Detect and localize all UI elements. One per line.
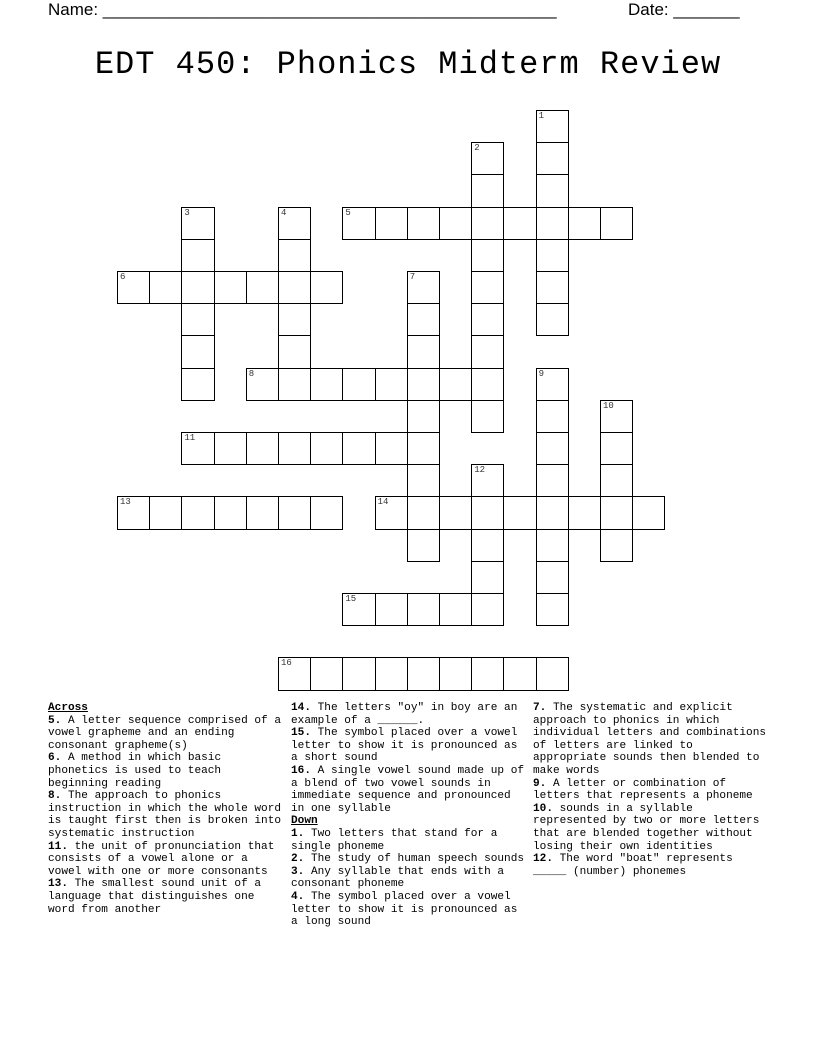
- crossword-cell[interactable]: [503, 496, 536, 529]
- crossword-cell[interactable]: [407, 593, 440, 626]
- crossword-cell[interactable]: [181, 368, 214, 401]
- crossword-cell[interactable]: [471, 657, 504, 690]
- clue-item-text: Two letters that stand for a single phoneme: [291, 827, 498, 853]
- clue-item-number: 4.: [291, 890, 305, 903]
- crossword-cell[interactable]: [536, 303, 569, 336]
- crossword-cell[interactable]: [536, 207, 569, 240]
- crossword-cell[interactable]: [503, 207, 536, 240]
- clue-item-text: The systematic and explicit approach to phonics in which individual letters and combinations of letters are linked to appropriate sounds then blended to make words: [533, 702, 767, 777]
- crossword-cell[interactable]: [181, 303, 214, 336]
- crossword-cell[interactable]: [375, 432, 408, 465]
- crossword-cell[interactable]: [181, 271, 214, 304]
- crossword-cell[interactable]: [471, 271, 504, 304]
- crossword-cell[interactable]: [181, 432, 214, 465]
- crossword-cell[interactable]: [214, 496, 247, 529]
- crossword-cell[interactable]: [181, 239, 214, 272]
- crossword-cell[interactable]: [214, 271, 247, 304]
- clue-item: [291, 727, 526, 765]
- clue-item-number: 9.: [533, 777, 547, 790]
- clue-item-text: A method in which basic phonetics is used to teach beginning reading: [48, 752, 222, 790]
- clue-item: [48, 790, 283, 840]
- clue-item: [291, 828, 526, 853]
- crossword-cell[interactable]: [536, 496, 569, 529]
- clue-item-text: A single vowel sound made up of a blend of two vowel sounds in immediate sequence and pronounced in one syllable: [291, 764, 525, 815]
- crossword-cell[interactable]: [407, 464, 440, 497]
- crossword-cell[interactable]: [375, 496, 408, 529]
- clue-item-number: 13.: [48, 878, 68, 891]
- clue-column-2: [291, 702, 526, 929]
- crossword-cell[interactable]: [471, 561, 504, 594]
- crossword-cell[interactable]: [407, 368, 440, 401]
- crossword-cell[interactable]: [536, 271, 569, 304]
- crossword-cell[interactable]: [439, 657, 472, 690]
- crossword-cell[interactable]: [278, 239, 311, 272]
- crossword-cell[interactable]: [278, 207, 311, 240]
- clue-item-number: 15.: [291, 727, 311, 740]
- crossword-cell[interactable]: [471, 335, 504, 368]
- crossword-cell[interactable]: [439, 593, 472, 626]
- crossword-cell[interactable]: [600, 432, 633, 465]
- clue-number: 3: [184, 207, 190, 218]
- page-title: EDT 450: Phonics Midterm Review: [94, 46, 722, 83]
- clue-item: [48, 752, 283, 790]
- crossword-cell[interactable]: [471, 207, 504, 240]
- crossword-cell[interactable]: [310, 271, 343, 304]
- clue-item-text: The smallest sound unit of a language that distinguishes one word from another: [48, 878, 262, 916]
- clue-item-number: 7.: [533, 702, 547, 714]
- crossword-cell[interactable]: [342, 593, 375, 626]
- crossword-cell[interactable]: [536, 400, 569, 433]
- clue-item-text: A letter sequence comprised of a vowel grapheme and an ending consonant grapheme(s): [48, 714, 282, 752]
- crossword-cell[interactable]: [407, 271, 440, 304]
- crossword-cell[interactable]: [278, 496, 311, 529]
- crossword-cell[interactable]: [278, 271, 311, 304]
- clue-number: 7: [409, 272, 416, 282]
- crossword-cell[interactable]: [342, 207, 375, 240]
- crossword-cell[interactable]: [471, 529, 504, 562]
- crossword-cell[interactable]: [471, 368, 504, 401]
- crossword-cell[interactable]: [471, 303, 504, 336]
- clue-number: 2: [474, 143, 480, 154]
- crossword-cell[interactable]: [471, 464, 504, 497]
- clue-item: [48, 878, 283, 916]
- clue-item: [291, 853, 526, 866]
- crossword-cell[interactable]: [342, 368, 375, 401]
- crossword-cell[interactable]: [214, 432, 247, 465]
- clue-item-text: The symbol placed over a vowel letter to show it is pronounced as a short sound: [291, 727, 518, 765]
- crossword-cell[interactable]: [600, 464, 633, 497]
- clue-item: [291, 702, 526, 727]
- crossword-cell[interactable]: [117, 496, 150, 529]
- crossword-cell[interactable]: [536, 110, 569, 143]
- crossword-cell[interactable]: [568, 207, 601, 240]
- clue-item-number: 8.: [48, 790, 62, 803]
- crossword-cell[interactable]: [536, 561, 569, 594]
- crossword-cell[interactable]: [407, 303, 440, 336]
- crossword-cell[interactable]: [342, 432, 375, 465]
- crossword-cell[interactable]: [375, 593, 408, 626]
- clue-item-text: the unit of pronunciation that consists of a vowel alone or a vowel with one or more consonants: [48, 840, 275, 878]
- clue-number: 1: [538, 111, 544, 121]
- crossword-cell[interactable]: [117, 271, 150, 304]
- clue-item-number: 11.: [48, 840, 68, 853]
- crossword-cell[interactable]: [278, 303, 311, 336]
- crossword-cell[interactable]: [471, 593, 504, 626]
- crossword-cell[interactable]: [471, 400, 504, 433]
- crossword-cell[interactable]: [568, 496, 601, 529]
- clue-item-text: The study of human speech sounds: [304, 853, 525, 866]
- clue-item-number: 10.: [533, 802, 553, 815]
- clue-number: 16: [281, 658, 292, 669]
- crossword-cell[interactable]: [439, 207, 472, 240]
- crossword-cell[interactable]: [407, 496, 440, 529]
- clue-section-heading: Across: [48, 702, 88, 714]
- clue-item-text: A letter or combination of letters that represents a phoneme: [533, 777, 753, 803]
- crossword-cell[interactable]: [471, 174, 504, 207]
- name-field-label: Name: ________________________________________________: [48, 0, 557, 19]
- clue-number: 5: [345, 207, 351, 218]
- clue-item: [48, 715, 283, 753]
- crossword-cell[interactable]: [246, 432, 279, 465]
- crossword-cell[interactable]: [536, 464, 569, 497]
- crossword-cell[interactable]: [310, 496, 343, 529]
- crossword-cell[interactable]: [536, 239, 569, 272]
- clue-item-number: 2.: [291, 853, 305, 866]
- crossword-cell[interactable]: [536, 432, 569, 465]
- clue-column-3: [533, 702, 768, 878]
- clue-item: [533, 778, 768, 803]
- clue-item-number: 12.: [533, 853, 553, 866]
- crossword-cell[interactable]: [536, 368, 569, 401]
- clue-section-heading: Down: [291, 815, 318, 828]
- crossword-cell[interactable]: [246, 368, 279, 401]
- clue-item-number: 5.: [48, 714, 62, 727]
- crossword-cell[interactable]: [375, 657, 408, 690]
- crossword-cell[interactable]: [246, 496, 279, 529]
- crossword-cell[interactable]: [181, 496, 214, 529]
- crossword-cell[interactable]: [600, 529, 633, 562]
- clue-item: [291, 891, 526, 929]
- clue-item: [533, 803, 768, 853]
- crossword-cell[interactable]: [439, 496, 472, 529]
- clue-item-text: The approach to phonics instruction in which the whole word is taught first then is broken into systematic instruction: [48, 790, 282, 840]
- crossword-cell[interactable]: [278, 657, 311, 690]
- crossword-cell[interactable]: [536, 593, 569, 626]
- clue-number: 4: [281, 207, 287, 218]
- crossword-cell[interactable]: [600, 400, 633, 433]
- crossword-cell[interactable]: [181, 207, 214, 240]
- clue-item: [291, 866, 526, 891]
- crossword-cell[interactable]: [407, 207, 440, 240]
- clue-number: 11: [184, 433, 196, 443]
- clue-item-number: 1.: [291, 827, 305, 840]
- crossword-cell[interactable]: [310, 657, 343, 690]
- crossword-cell[interactable]: [342, 657, 375, 690]
- clue-item: [533, 702, 768, 778]
- clue-number: 12: [474, 465, 485, 476]
- clue-item-number: 6.: [48, 752, 62, 765]
- clue-column-1: [48, 702, 283, 916]
- crossword-cell[interactable]: [503, 657, 536, 690]
- clue-item: [48, 841, 283, 879]
- crossword-cell[interactable]: [310, 432, 343, 465]
- crossword-cell[interactable]: [278, 335, 311, 368]
- crossword-cell[interactable]: [375, 207, 408, 240]
- crossword-cell[interactable]: [471, 239, 504, 272]
- date-field-label: Date: _______: [628, 0, 740, 19]
- clue-number: 10: [603, 400, 614, 411]
- clue-item-number: 14.: [291, 702, 311, 714]
- crossword-cell[interactable]: [600, 496, 633, 529]
- clue-item-number: 16.: [291, 764, 311, 777]
- clue-item-text: The word "boat" represents _____ (number) phonemes: [533, 853, 733, 878]
- clue-number: 14: [377, 497, 389, 508]
- clue-number: 6: [120, 272, 126, 282]
- clue-item-text: Any syllable that ends with a consonant phoneme: [291, 865, 505, 891]
- crossword-cell[interactable]: [471, 496, 504, 529]
- crossword-cell[interactable]: [407, 657, 440, 690]
- clue-number: 13: [120, 497, 131, 508]
- crossword-cell[interactable]: [536, 142, 569, 175]
- crossword-cell[interactable]: [407, 529, 440, 562]
- crossword-cell[interactable]: [536, 174, 569, 207]
- crossword-cell[interactable]: [407, 432, 440, 465]
- clue-number: 9: [538, 368, 544, 379]
- crossword-cell[interactable]: [278, 432, 311, 465]
- crossword-cell[interactable]: [246, 271, 279, 304]
- crossword-cell[interactable]: [407, 400, 440, 433]
- clue-number: 15: [345, 594, 357, 604]
- crossword-cell[interactable]: [471, 142, 504, 175]
- crossword-cell[interactable]: [536, 657, 569, 690]
- crossword-cell[interactable]: [600, 207, 633, 240]
- clue-item: [533, 853, 768, 878]
- crossword-cell[interactable]: [181, 335, 214, 368]
- crossword-cell[interactable]: [536, 529, 569, 562]
- clue-number: 8: [248, 368, 255, 379]
- crossword-cell[interactable]: [278, 368, 311, 401]
- crossword-cell[interactable]: [375, 368, 408, 401]
- clue-item: [291, 765, 526, 815]
- clue-item-number: 3.: [291, 865, 305, 878]
- crossword-cell[interactable]: [149, 271, 182, 304]
- crossword-cell[interactable]: [632, 496, 665, 529]
- clue-item-text: The symbol placed over a vowel letter to show it is pronounced as a long sound: [291, 890, 518, 929]
- crossword-cell[interactable]: [439, 368, 472, 401]
- clue-item-text: The letters "oy" in boy are an example of a ______.: [291, 702, 518, 727]
- clue-item-text: sounds in a syllable represented by two or more letters that are blended together without losing their own identities: [533, 802, 760, 853]
- crossword-cell[interactable]: [407, 335, 440, 368]
- crossword-cell[interactable]: [149, 496, 182, 529]
- crossword-cell[interactable]: [310, 368, 343, 401]
